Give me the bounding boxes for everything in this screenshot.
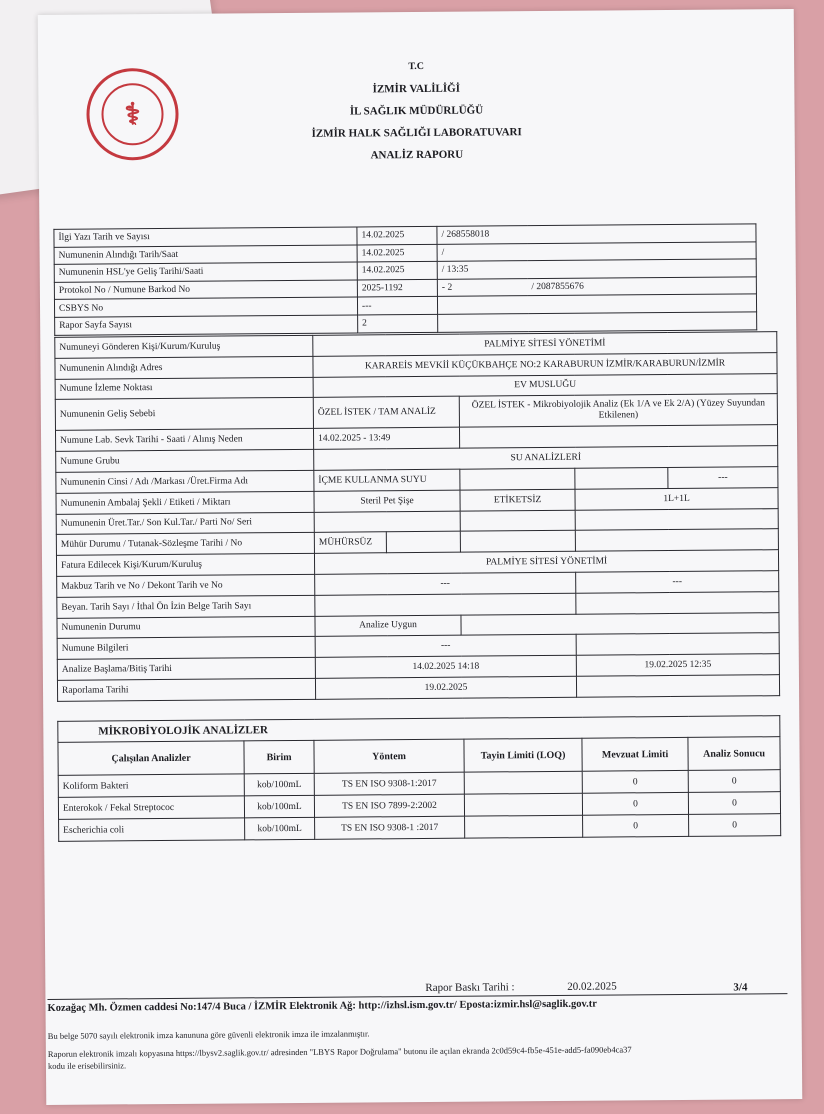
caduceus-icon: ⚕ [101, 83, 163, 145]
info-value: / 13:35 [437, 261, 527, 279]
microbiology-table [57, 715, 781, 842]
sample-label: Numuneyi Gönderen Kişi/Kurum/Kuruluş [55, 335, 313, 358]
sample-value: ÖZEL İSTEK - Mikrobiyolojik Analiz (Ek 1/A ve Ek 2/A) (Yüzey Suyundan Etkilenen) [459, 394, 777, 427]
sample-label: Beyan. Tarih Sayı / İthal Ön İzin Belge Tarih Sayı [57, 595, 315, 618]
sample-label: Numune Lab. Sevk Tarihi - Saati / Alınış Neden [55, 429, 313, 452]
print-date-label: Rapor Baskı Tarihi : [425, 981, 515, 994]
sample-label: Mühür Durumu / Tutanak-Sözleşme Tarihi / No [56, 533, 314, 556]
sample-label: Raporlama Tarihi [57, 678, 315, 701]
analysis-loq [464, 793, 582, 816]
info-label: Protokol No / Numune Barkod No [54, 280, 357, 300]
sample-value: ETİKETSİZ [460, 489, 575, 511]
sample-label: Numune Grubu [56, 450, 314, 473]
column-header: Tayin Limiti (LOQ) [464, 738, 582, 772]
sample-value: --- [315, 635, 576, 658]
report-header [38, 57, 795, 169]
header-report-title: ANALİZ RAPORU [370, 148, 464, 162]
report-sheet [38, 9, 803, 1105]
sample-details-table [54, 331, 780, 701]
analysis-limit: 0 [583, 814, 689, 837]
info-value [527, 241, 756, 260]
sample-value: PALMİYE SİTESİ YÖNETİMİ [313, 332, 777, 356]
info-value: - 2 [437, 278, 527, 296]
sample-label: Numunenin Geliş Sebebi [55, 398, 313, 431]
info-value: 14.02.2025 [357, 262, 437, 280]
column-header: Yöntem [314, 739, 464, 773]
info-value [527, 294, 756, 313]
report-info-table [53, 223, 757, 335]
sample-value: KARAREİS MEVKİİ KÜÇÜKBAHÇE NO:2 KARABURUN İZMİR/KARABURUN/İZMİR [313, 352, 777, 376]
analysis-unit: kob/100mL [245, 817, 315, 840]
sample-value: 14.02.2025 - 13:49 [313, 428, 459, 450]
print-date: 20.02.2025 [567, 980, 617, 993]
info-label: Rapor Sayfa Sayısı [55, 315, 358, 335]
sample-value: SU ANALİZLERİ [314, 446, 778, 470]
table-row [57, 675, 779, 701]
sample-value: 19.02.2025 12:35 [576, 654, 779, 676]
sample-value: Analize Uygun [315, 615, 461, 637]
analysis-name: Koliform Bakteri [58, 774, 244, 797]
sample-value: PALMİYE SİTESİ YÖNETİMİ [314, 550, 778, 574]
sample-value: --- [668, 467, 778, 489]
analysis-loq [465, 815, 583, 838]
microbiology-title: MİKROBİYOLOJİK ANALİZLER [58, 716, 780, 743]
info-value: --- [357, 297, 437, 315]
sample-label: Numunenin Üret.Tar./ Son Kul.Tar./ Parti No/ Seri [56, 512, 314, 535]
sample-label: Makbuz Tarih ve No / Dekont Tarih ve No [57, 574, 315, 597]
info-value [528, 312, 757, 331]
verification-note-end: kodu ile erisebilirsiniz. [47, 1060, 127, 1071]
page-number: 3/4 [733, 981, 748, 994]
info-value: / 2087855676 [527, 277, 756, 296]
print-date-line [425, 980, 616, 994]
header-tc: T.C [408, 60, 425, 73]
info-value [527, 259, 756, 278]
analysis-result: 0 [688, 770, 780, 793]
sample-value: 1L+1L [575, 487, 778, 509]
footer-address: Kozağaç Mh. Özmen caddesi No:147/4 Buca / İZMİR Elektronik Ağ: http://izhsl.ism.gov.tr/ Eposta:izmir.hsl@saglik.gov.tr [47, 993, 787, 1014]
info-label: Numunenin Alındığı Tarih/Saat [54, 245, 357, 265]
header-laboratory: İZMİR HALK SAĞLIĞI LABORATUVARI [311, 126, 522, 140]
sample-label: Numunenin Cinsi / Adı /Markası /Üret.Firma Adı [56, 470, 314, 493]
verification-note: Raporun elektronik imzalı kopyasına https://lbysv2.saglik.gov.tr/ adresinden "LBYS Rapor Doğrulama" butonu ile açılan ekranda 2c0d59c4-fb5e-451e-add5-fa090eb4ca37 [47, 1044, 632, 1059]
header-directorate: İL SAĞLIK MÜDÜRLÜĞÜ [349, 104, 484, 118]
sample-label: Numunenin Alındığı Adres [55, 356, 313, 379]
analysis-name: Escherichia coli [59, 818, 245, 841]
sample-label: Numunenin Durumu [57, 616, 315, 639]
analysis-result: 0 [689, 814, 781, 837]
info-label: İlgi Yazı Tarih ve Sayısı [54, 227, 357, 247]
sample-label: Numune Bilgileri [57, 637, 315, 660]
sample-value: --- [315, 572, 576, 595]
analysis-method: TS EN ISO 7899-2:2002 [314, 794, 464, 817]
info-value [437, 296, 527, 314]
sample-value: 19.02.2025 [315, 676, 576, 699]
sample-label: Numune İzleme Noktası [55, 377, 313, 400]
column-header: Mevzuat Limiti [582, 737, 688, 771]
analysis-limit: 0 [582, 770, 688, 793]
column-header: Çalışılan Analizler [58, 741, 244, 775]
sample-value: EV MUSLUĞU [313, 373, 777, 397]
column-header: Analiz Sonucu [688, 737, 780, 771]
info-value: / 268558018 [437, 226, 527, 244]
analysis-method: TS EN ISO 9308-1 :2017 [315, 816, 465, 839]
signature-note: Bu belge 5070 sayılı elektronik imza kanununa göre güvenli elektronik imza ile imzalanmıştır. [47, 1028, 370, 1041]
info-label: CSBYS No [54, 297, 357, 317]
info-value: 14.02.2025 [357, 226, 437, 244]
sample-value: ÖZEL İSTEK / TAM ANALİZ [313, 397, 459, 429]
sample-label: Analize Başlama/Bitiş Tarihi [57, 657, 315, 680]
info-value [438, 314, 528, 332]
sample-value: --- [576, 571, 779, 593]
sample-value: İÇME KULLANMA SUYU [314, 469, 460, 491]
sample-value: Steril Pet Şişe [314, 490, 460, 512]
table-row [59, 814, 781, 842]
info-value [527, 224, 756, 243]
info-value: 2 [358, 314, 438, 332]
header-governorship: İZMİR VALİLİĞİ [372, 82, 461, 96]
column-header: Birim [244, 740, 314, 774]
analysis-unit: kob/100mL [244, 773, 314, 796]
analysis-method: TS EN ISO 9308-1:2017 [314, 772, 464, 795]
info-label: Numunenin HSL'ye Geliş Tarihi/Saati [54, 262, 357, 282]
sample-value: 14.02.2025 14:18 [315, 655, 576, 678]
info-value: 2025-1192 [357, 279, 437, 297]
analysis-loq [464, 771, 582, 794]
info-value: 14.02.2025 [357, 244, 437, 262]
analysis-result: 0 [688, 792, 780, 815]
info-value: / [437, 243, 527, 261]
sample-label: Numunenin Ambalaj Şekli / Etiketi / Miktarı [56, 491, 314, 514]
analysis-name: Enterokok / Fekal Streptococ [58, 796, 244, 819]
analysis-unit: kob/100mL [244, 795, 314, 818]
sample-label: Fatura Edilecek Kişi/Kurum/Kuruluş [56, 554, 314, 577]
sample-value: MÜHÜRSÜZ [314, 532, 386, 553]
analysis-limit: 0 [582, 792, 688, 815]
